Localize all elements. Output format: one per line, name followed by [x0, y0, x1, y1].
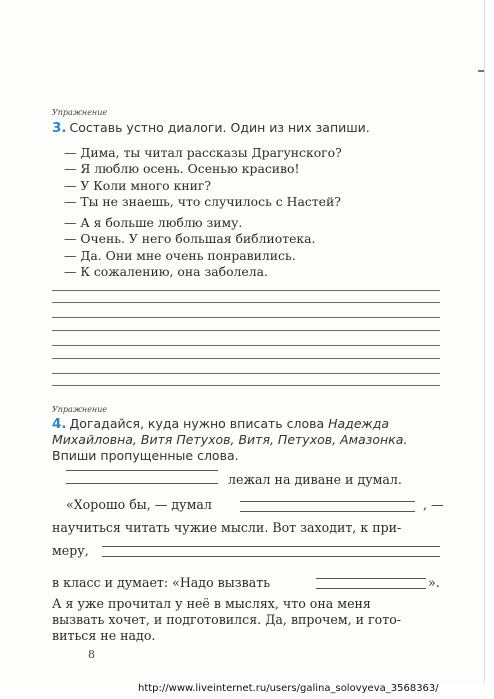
writing-line[interactable] — [52, 385, 440, 386]
exercise-3-instruction: Составь устно диалоги. Один из них запиши. — [69, 120, 370, 135]
text-line: А я уже прочитал у неё в мыслях, что она меня — [52, 596, 371, 611]
writing-line[interactable] — [52, 317, 440, 318]
exercise-label: Упражнение — [52, 108, 108, 117]
exercise-4-task — [52, 416, 452, 464]
text-line: ». — [428, 575, 440, 590]
text-line: , — — [423, 497, 444, 512]
blank-line[interactable] — [102, 546, 440, 547]
text-line: в класс и думает: «Надо вызвать — [52, 575, 271, 590]
blank-line[interactable] — [316, 578, 426, 579]
writing-line[interactable] — [52, 358, 440, 359]
dialogue-line: — А я больше люблю зиму. — [64, 215, 243, 230]
exercise-number: 4. — [52, 416, 67, 432]
text-line: научиться читать чужие мысли. Вот заходит, к при- — [52, 520, 402, 535]
blank-line[interactable] — [66, 470, 218, 471]
writing-line[interactable] — [52, 345, 440, 346]
writing-line[interactable] — [52, 373, 440, 374]
exercise-number: 3. — [52, 120, 67, 136]
exercise-4-instruction: Догадайся, куда нужно вписать слова — [69, 416, 325, 431]
dialogue-line: — Дима, ты читал рассказы Драгунского? — [64, 145, 342, 160]
dialogue-line: — У Коли много книг? — [64, 177, 211, 193]
source-url: http://www.liveinternet.ru/users/galina_solovyeva_3568363/ — [138, 683, 494, 699]
dialogue-line: — Ты не знаешь, что случилось с Настей? — [64, 194, 341, 210]
exercise-4-instruction-end: Впиши пропущенные слова. — [52, 448, 239, 463]
blank-line[interactable] — [240, 501, 415, 502]
blank-line[interactable] — [66, 483, 218, 484]
blank-line[interactable] — [240, 511, 415, 512]
text-line: «Хорошо бы, — думал — [66, 497, 212, 512]
blank-line[interactable] — [316, 588, 426, 589]
dialogue-line: — Я люблю осень. Осенью красиво! — [64, 161, 300, 177]
dialogue-line: — Да. Они мне очень понравились. — [64, 247, 296, 263]
exercise-label: Упражнение — [52, 405, 108, 414]
exercise-3-task — [52, 120, 452, 136]
writing-line[interactable] — [52, 290, 440, 291]
dialogue-block-b — [64, 215, 316, 281]
text-line: лежал на диване и думал. — [228, 472, 402, 487]
dialogue-block-a — [64, 145, 342, 211]
text-line: виться не надо. — [52, 628, 156, 643]
dialogue-line: — К сожалению, она заболела. — [64, 264, 268, 280]
writing-line[interactable] — [52, 330, 440, 331]
blank-line[interactable] — [102, 556, 440, 557]
page-number: 8 — [88, 648, 95, 661]
writing-line[interactable] — [52, 302, 440, 303]
text-line: меру, — [52, 543, 89, 558]
dialogue-line: — Очень. У него большая библиотека. — [64, 231, 316, 247]
text-line: вызвать хочет, и подготовился. Да, впрочем, и гото- — [52, 612, 402, 627]
edge-mark — [478, 70, 484, 72]
word-list: Надежда Михайловна, Витя Петухов, Витя, Петухов, Амазонка. — [52, 416, 408, 447]
